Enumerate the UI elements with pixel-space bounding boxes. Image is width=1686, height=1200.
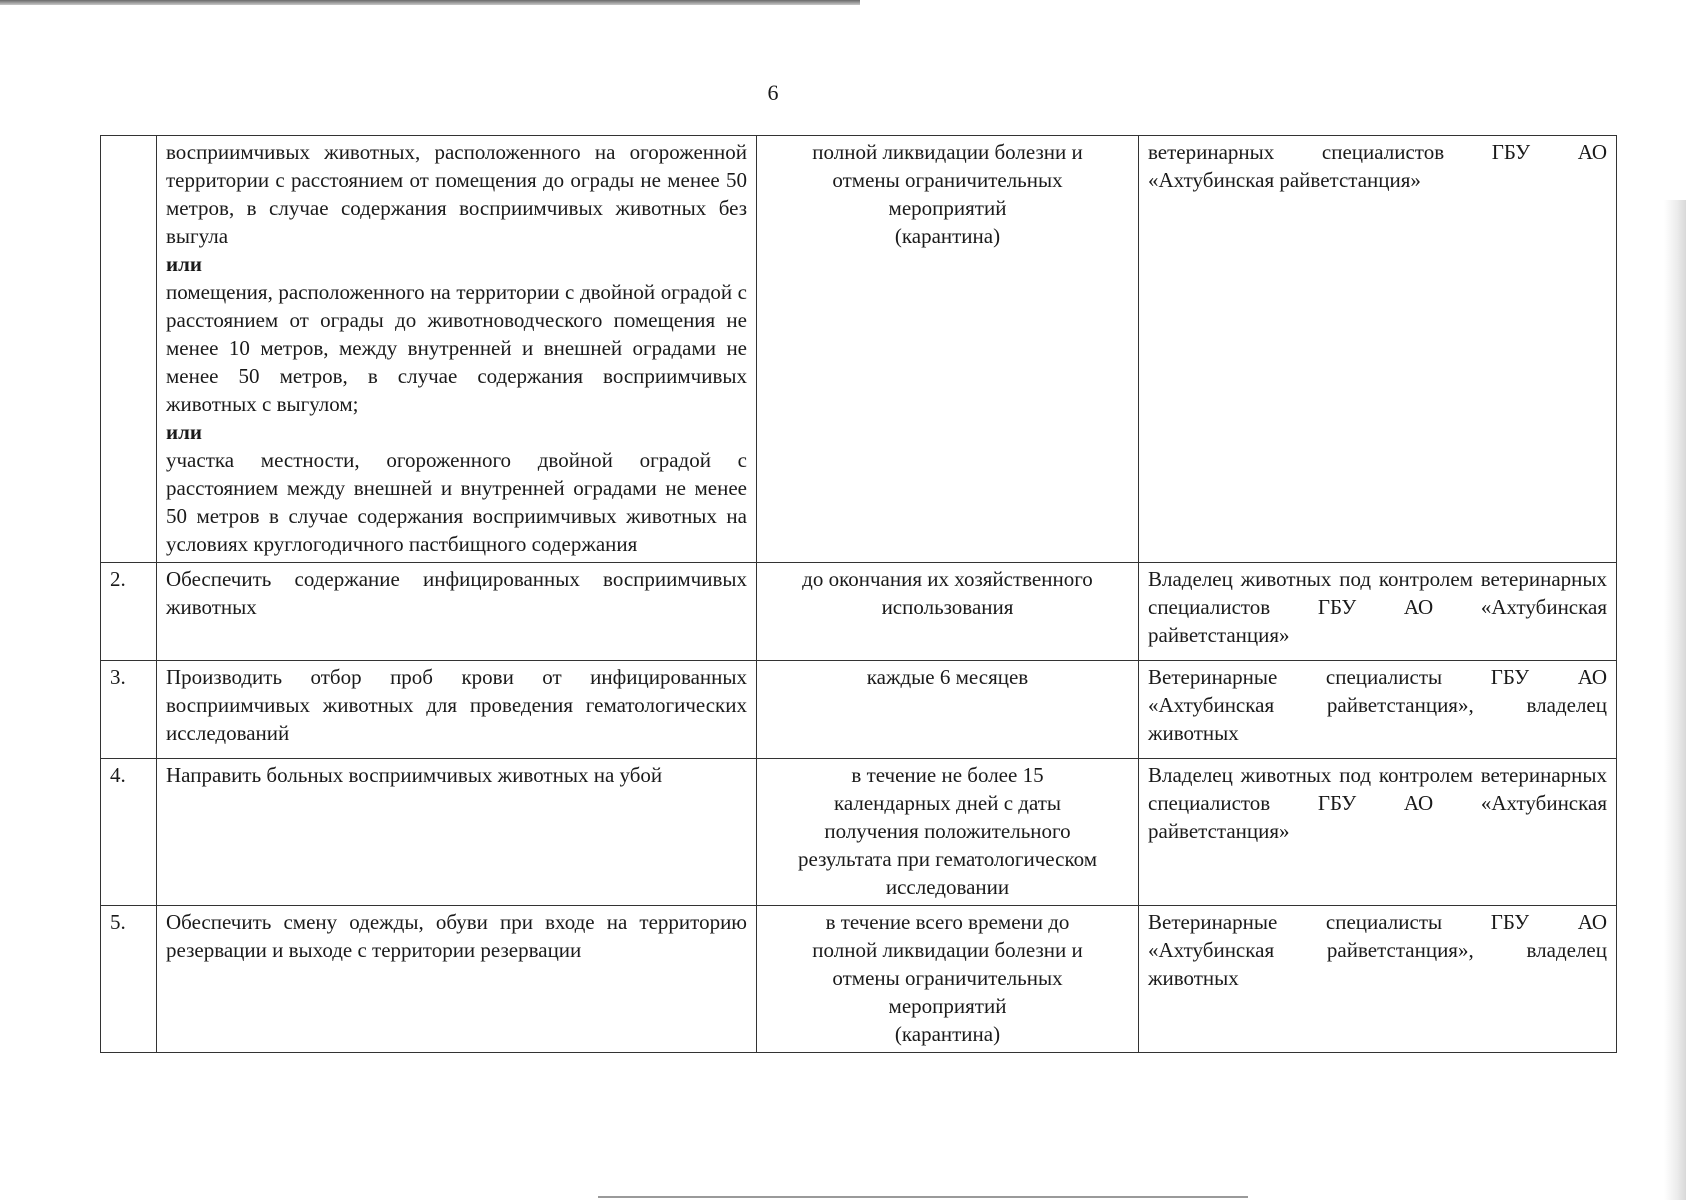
table-row bbox=[101, 661, 1617, 759]
row-number: 2. bbox=[101, 563, 157, 661]
term-line: в течение не более 15 bbox=[851, 763, 1044, 787]
term-cell bbox=[757, 136, 1139, 563]
action-paragraph: восприимчивых животных, расположенного на огороженной территории с расстоянием от помещения до ограды не менее 50 метров, в случае содержания восприимчивых животных без выгула bbox=[166, 140, 747, 248]
action-cell: Обеспечить содержание инфицированных восприимчивых животных bbox=[157, 563, 757, 661]
responsible-cell: Владелец животных под контролем ветеринарных специалистов ГБУ АО «Ахтубинская райветстанция» bbox=[1139, 759, 1617, 906]
term-line: отмены ограничительных bbox=[832, 966, 1063, 990]
responsible-cell: Владелец животных под контролем ветеринарных специалистов ГБУ АО «Ахтубинская райветстанция» bbox=[1139, 563, 1617, 661]
term-line: использования bbox=[881, 595, 1014, 619]
scan-edge-bottom bbox=[598, 1196, 1248, 1198]
table-row bbox=[101, 136, 1617, 563]
term-cell bbox=[757, 563, 1139, 661]
term-line: отмены ограничительных bbox=[832, 168, 1063, 192]
term-line: до окончания их хозяйственного bbox=[802, 567, 1093, 591]
scan-edge-top bbox=[0, 0, 860, 5]
responsible-cell: Ветеринарные специалисты ГБУ АО «Ахтубинская райветстанция», владелец животных bbox=[1139, 661, 1617, 759]
term-line: в течение всего времени до bbox=[825, 910, 1070, 934]
term-line: каждые 6 месяцев bbox=[866, 665, 1029, 689]
action-paragraph: участка местности, огороженного двойной оградой с расстоянием между внешней и внутренней оградами не менее 50 метров в случае содержания восприимчивых животных на условиях круглогодичного пастбищного содержания bbox=[166, 448, 747, 556]
term-line: получения положительного bbox=[824, 819, 1071, 843]
term-cell bbox=[757, 906, 1139, 1053]
term-line: полной ликвидации болезни и bbox=[812, 140, 1083, 164]
row-number: 5. bbox=[101, 906, 157, 1053]
term-line: результата при гематологическом bbox=[798, 847, 1097, 871]
row-number: 4. bbox=[101, 759, 157, 906]
action-keyword-or: или bbox=[166, 420, 202, 444]
table-row bbox=[101, 563, 1617, 661]
action-cell: Направить больных восприимчивых животных на убой bbox=[157, 759, 757, 906]
responsible-cell: Ветеринарные специалисты ГБУ АО «Ахтубинская райветстанция», владелец животных bbox=[1139, 906, 1617, 1053]
action-paragraph: помещения, расположенного на территории с двойной оградой с расстоянием от ограды до животноводческого помещения не менее 10 метров, между внутренней и внешней оградами не менее 50 метров, в случае содержания восприимчивых животных с выгулом; bbox=[166, 280, 747, 416]
term-cell bbox=[757, 661, 1139, 759]
term-cell bbox=[757, 759, 1139, 906]
page-number: 6 bbox=[767, 80, 779, 105]
term-line: исследовании bbox=[885, 875, 1010, 899]
action-keyword-or: или bbox=[166, 252, 202, 276]
responsible-cell: ветеринарных специалистов ГБУ АО «Ахтубинская райветстанция» bbox=[1139, 136, 1617, 563]
term-line: календарных дней с даты bbox=[833, 791, 1062, 815]
scan-edge-right bbox=[1664, 200, 1686, 1200]
table-row bbox=[101, 759, 1617, 906]
term-line: мероприятий bbox=[888, 994, 1007, 1018]
term-line: мероприятий bbox=[888, 196, 1007, 220]
action-cell: Обеспечить смену одежды, обуви при входе на территорию резервации и выходе с территории резервации bbox=[157, 906, 757, 1053]
term-line: полной ликвидации болезни и bbox=[812, 938, 1083, 962]
row-number: 3. bbox=[101, 661, 157, 759]
term-line: (карантина) bbox=[894, 224, 1001, 248]
action-cell: Производить отбор проб крови от инфицированных восприимчивых животных для проведения гематологических исследований bbox=[157, 661, 757, 759]
table-row bbox=[101, 906, 1617, 1053]
action-cell bbox=[157, 136, 757, 563]
row-number bbox=[101, 136, 157, 563]
measures-table bbox=[100, 135, 1617, 1053]
term-line: (карантина) bbox=[894, 1022, 1001, 1046]
